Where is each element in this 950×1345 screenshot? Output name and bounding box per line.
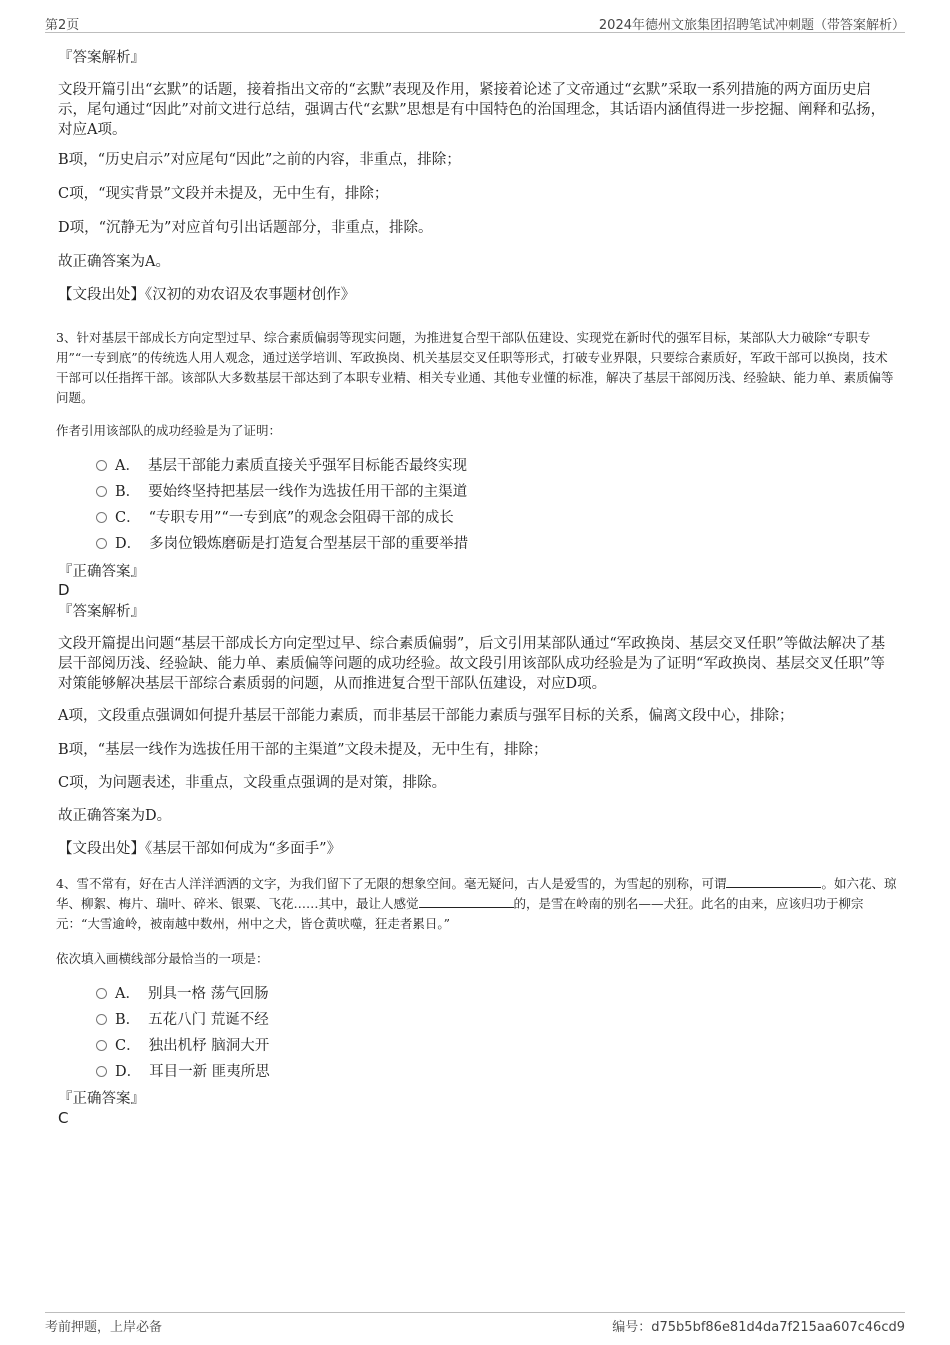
blank-line-1 bbox=[726, 875, 821, 888]
page-number: 第2页 bbox=[45, 18, 80, 33]
document-code: 编号：d75b5bf86e81d4da7f215aa607c46cd9 bbox=[612, 1320, 905, 1335]
option-letter: D． bbox=[115, 536, 142, 552]
option-text: “专职专用”“一专到底”的观念会阻碍干部的成长 bbox=[148, 510, 454, 526]
q2-analysis-label: 『答案解析』 bbox=[58, 50, 145, 66]
option-text: 别具一格 荡气回肠 bbox=[147, 986, 269, 1002]
option-letter: B． bbox=[115, 484, 141, 500]
q2-option-d-analysis: D项，“沉静无为”对应首句引出话题部分，非重点，排除。 bbox=[58, 220, 433, 236]
q2-option-b-analysis: B项，“历史启示”对应尾句“因此”之前的内容，非重点，排除； bbox=[58, 152, 461, 168]
option-letter: C． bbox=[115, 510, 141, 526]
page-header bbox=[45, 12, 905, 33]
radio-icon[interactable] bbox=[96, 1014, 107, 1025]
q3-option-b[interactable] bbox=[96, 482, 467, 502]
option-text: 耳目一新 匪夷所思 bbox=[149, 1064, 270, 1080]
q2-source: 【文段出处】《汉初的劝农诏及农事题材创作》 bbox=[58, 287, 356, 303]
radio-icon[interactable] bbox=[96, 1040, 107, 1051]
blank-line-2 bbox=[419, 895, 514, 908]
q3-option-a[interactable] bbox=[96, 456, 467, 476]
footer-slogan: 考前押题，上岸必备 bbox=[45, 1320, 163, 1335]
radio-icon[interactable] bbox=[96, 460, 107, 471]
q4-stem-part2: 。如六花、琼华、柳絮、梅片、瑞叶、碎米、银粟、飞花……其中，最让人感觉 bbox=[56, 876, 897, 911]
option-letter: A． bbox=[115, 986, 140, 1002]
radio-icon[interactable] bbox=[96, 1066, 107, 1077]
q4-answer-label: 『正确答案』 bbox=[58, 1091, 145, 1107]
q2-conclusion: 故正确答案为A。 bbox=[58, 254, 170, 270]
q3-option-b-analysis: B项，“基层一线作为选拔任用干部的主渠道”文段未提及，无中生有，排除； bbox=[58, 742, 548, 758]
radio-icon[interactable] bbox=[96, 988, 107, 999]
q3-analysis-label: 『答案解析』 bbox=[58, 604, 145, 620]
option-letter: A． bbox=[115, 458, 140, 474]
q3-analysis-para: 文段开篇提出问题“基层干部成长方向定型过早、综合素质偏弱”，后文引用某部队通过“军政换岗、基层交叉任职”等做法解决了基层干部阅历浅、经验缺、能力单、素质偏等问题的成功经验。故文段引用该部队成功经验是为了证明“军政换岗、基层交叉任职”等对策能够解决基层干部综合素质弱的问题，从而推进复合型干部队伍建设，对应D项。 bbox=[58, 636, 886, 692]
option-text: 独出机杼 脑洞大开 bbox=[148, 1038, 270, 1054]
q3-question: 作者引用该部队的成功经验是为了证明： bbox=[56, 423, 282, 438]
q4-option-a[interactable] bbox=[96, 984, 269, 1004]
q3-option-c[interactable] bbox=[96, 508, 454, 528]
q3-option-a-analysis: A项，文段重点强调如何提升基层干部能力素质，而非基层干部能力素质与强军目标的关系，偏离文段中心，排除； bbox=[58, 708, 794, 724]
q3-source: 【文段出处】《基层干部如何成为“多面手”》 bbox=[58, 841, 342, 857]
q4-option-d[interactable] bbox=[96, 1062, 270, 1082]
option-text: 基层干部能力素质直接关乎强军目标能否最终实现 bbox=[147, 458, 467, 474]
document-title: 2024年德州文旅集团招聘笔试冲刺题（带答案解析） bbox=[598, 18, 905, 33]
option-letter: D． bbox=[115, 1064, 142, 1080]
q3-answer-label: 『正确答案』 bbox=[58, 564, 145, 580]
q3-conclusion: 故正确答案为D。 bbox=[58, 808, 172, 824]
q4-stem bbox=[56, 874, 898, 934]
q4-stem-part1: 4、雪不常有，好在古人洋洋洒洒的文字，为我们留下了无限的想象空间。毫无疑问，古人是爱雪的，为雪起的别称，可谓 bbox=[56, 876, 727, 891]
option-text: 多岗位锻炼磨砺是打造复合型基层干部的重要举措 bbox=[149, 536, 469, 552]
option-letter: B． bbox=[115, 1012, 141, 1028]
q3-option-c-analysis: C项，为问题表述，非重点，文段重点强调的是对策，排除。 bbox=[58, 775, 447, 791]
radio-icon[interactable] bbox=[96, 538, 107, 549]
radio-icon[interactable] bbox=[96, 486, 107, 497]
q3-answer: D bbox=[58, 581, 70, 599]
q2-analysis-para: 文段开篇引出“玄默”的话题，接着指出文帝的“玄默”表现及作用，紧接着论述了文帝通过“玄默”采取一系列措施的两方面历史启示，尾句通过“因此”对前文进行总结，强调古代“玄默”思想是有中国特色的治国理念，其话语内涵值得进一步挖掘、阐释和弘扬，对应A项。 bbox=[58, 82, 886, 138]
q4-question: 依次填入画横线部分最恰当的一项是： bbox=[56, 951, 269, 966]
option-text: 要始终坚持把基层一线作为选拔任用干部的主渠道 bbox=[148, 484, 468, 500]
q4-option-b[interactable] bbox=[96, 1010, 269, 1030]
q3-stem: 3、针对基层干部成长方向定型过早、综合素质偏弱等现实问题，为推进复合型干部队伍建设、实现党在新时代的强军目标，某部队大力破除“专职专用”“一专到底”的传统选人用人观念，通过送学培训、军政换岗、机关基层交叉任职等形式，打破专业界限，只要综合素质好，军政干部可以换岗，技术干部可以任指挥干部。该部队大多数基层干部达到了本职专业精、相关专业通、其他专业懂的标准，解决了基层干部阅历浅、经验缺、能力单、素质偏等问题。 bbox=[56, 330, 894, 405]
q3-option-d[interactable] bbox=[96, 534, 468, 554]
page-footer bbox=[45, 1312, 905, 1333]
q4-answer: C bbox=[58, 1109, 69, 1127]
option-text: 五花八门 荒诞不经 bbox=[148, 1012, 269, 1028]
q4-option-c[interactable] bbox=[96, 1036, 269, 1056]
q2-option-c-analysis: C项，“现实背景”文段并未提及，无中生有，排除； bbox=[58, 186, 389, 202]
radio-icon[interactable] bbox=[96, 512, 107, 523]
q4-stem-part3: 的，是雪在岭南的别名——犬狂。此名的由来，应该归功于柳宗元：“大雪逾岭，被南越中数州，州中之犬，皆仓黄吠噬，狂走者累日。” bbox=[56, 896, 864, 931]
option-letter: C． bbox=[115, 1038, 141, 1054]
